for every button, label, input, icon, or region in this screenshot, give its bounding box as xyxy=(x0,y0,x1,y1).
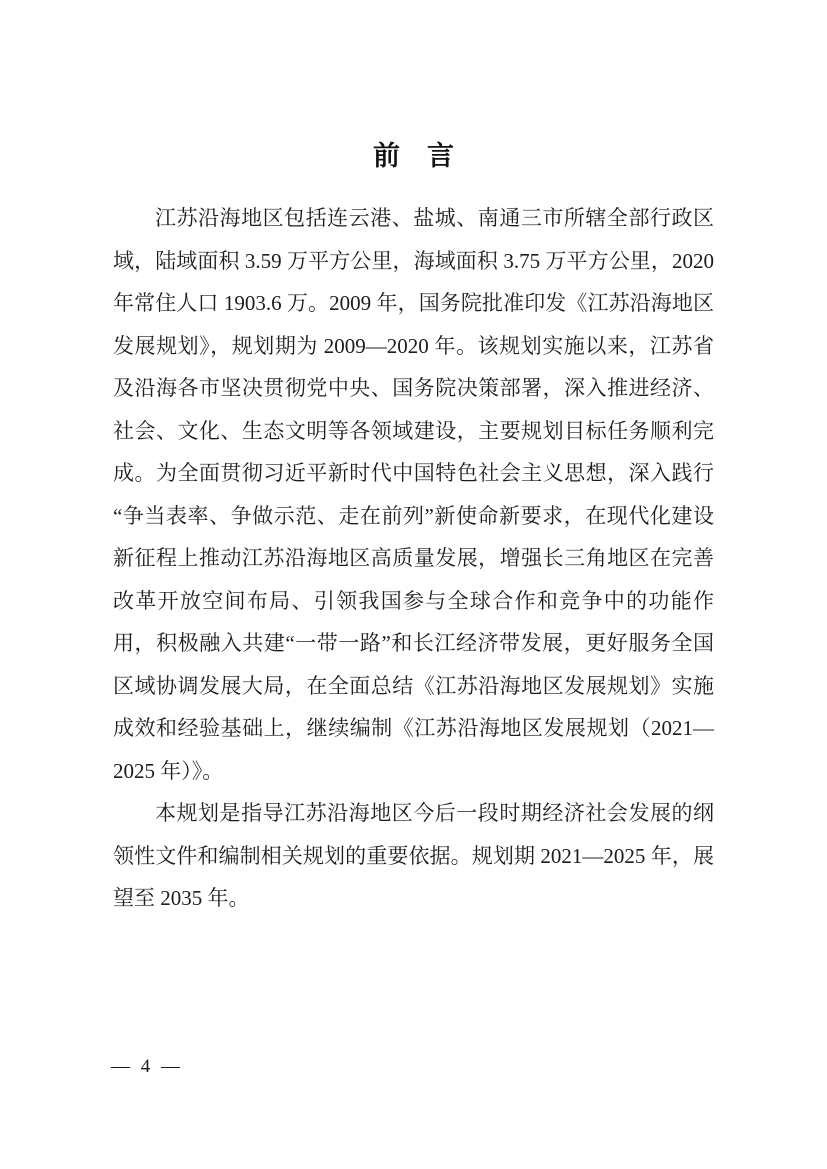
page-number: — 4 — xyxy=(111,1056,183,1077)
document-body xyxy=(113,197,714,920)
paragraph: 江苏沿海地区包括连云港、盐城、南通三市所辖全部行政区域，陆域面积 3.59 万平方公里，海域面积 3.75 万平方公里，2020 年常住人口 1903.6 万。2009 年，国务院批准印发《江苏沿海地区发展规划》，规划期为 2009—2020 年。该规划实施以来，江苏省及沿海各市坚决贯彻党中央、国务院决策部署，深入推进经济、社会、文化、生态文明等各领域建设，主要规划目标任务顺利完成。为全面贯彻习近平新时代中国特色社会主义思想，深入践行“争当表率、争做示范、走在前列”新使命新要求，在现代化建设新征程上推动江苏沿海地区高质量发展，增强长三角地区在完善改革开放空间布局、引领我国参与全球合作和竞争中的功能作用，积极融入共建“一带一路”和长江经济带发展，更好服务全国区域协调发展大局，在全面总结《江苏沿海地区发展规划》实施成效和经验基础上，继续编制《江苏沿海地区发展规划（2021—2025 年）》。 xyxy=(113,206,714,783)
page-title: 前 言 xyxy=(373,141,454,172)
paragraph: 本规划是指导江苏沿海地区今后一段时期经济社会发展的纲领性文件和编制相关规划的重要依据。规划期 2021—2025 年，展望至 2035 年。 xyxy=(113,801,714,910)
